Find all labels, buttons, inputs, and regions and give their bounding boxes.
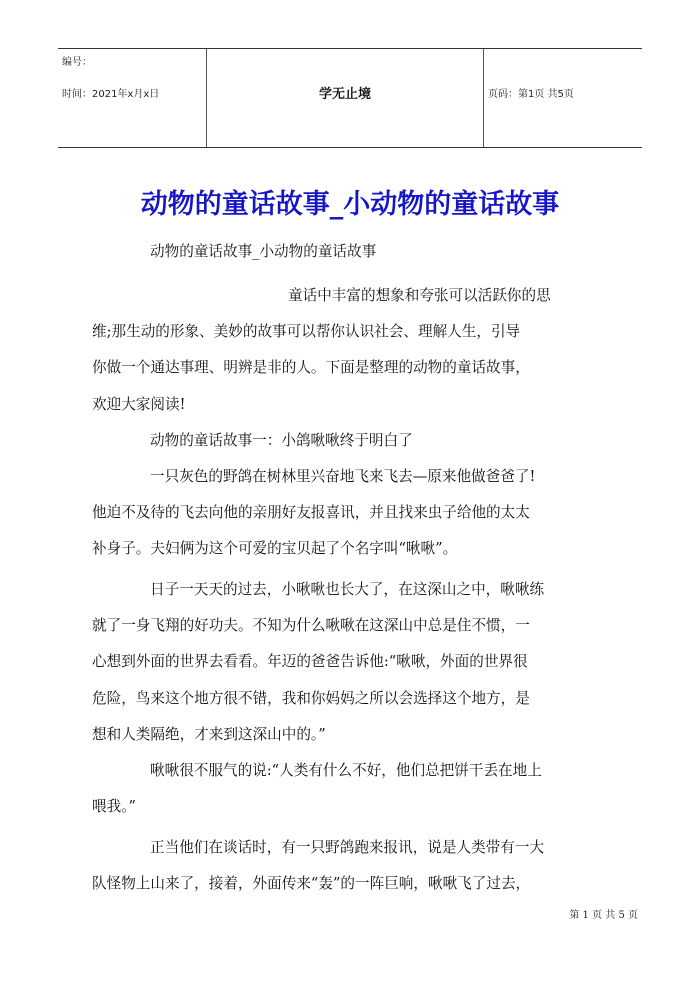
body-line: 日子一天天的过去，小啾啾也长大了，在这深山之中，啾啾练 (150, 581, 545, 598)
header-table (58, 48, 642, 148)
body-line: 心想到外面的世界去看看。年迈的爸爸告诉他:“啾啾，外面的世界很 (92, 653, 528, 670)
page-info: 页码：第1页 共5页 (488, 89, 574, 100)
body-line: 队怪物上山来了，接着，外面传来“轰”的一阵巨响，啾啾飞了过去， (92, 875, 531, 892)
body-line: 想和人类隔绝，才来到这深山中的。” (92, 726, 326, 743)
section-heading: 动物的童话故事一：小鸽啾啾终于明白了 (150, 432, 413, 449)
body-line: 补身子。夫妇俩为这个可爱的宝贝起了个名字叫“啾啾”。 (92, 540, 458, 557)
body-line: 危险，鸟来这个地方很不错，我和你妈妈之所以会选择这个地方，是 (92, 690, 530, 707)
body-line: 维;那生动的形象、美妙的故事可以帮你认识社会、理解人生，引导 (92, 323, 521, 340)
subtitle-line: 动物的童话故事_小动物的童话故事 (150, 243, 377, 260)
number-label: 编号： (62, 57, 92, 68)
body-line: 正当他们在谈话时，有一只野鸽跑来报讯，说是人类带有一大 (150, 839, 545, 856)
body-line: 啾啾很不服气的说:“人类有什么不好，他们总把饼干丢在地上 (150, 762, 542, 779)
body-line: 童话中丰富的想象和夸张可以活跃你的思 (288, 287, 551, 304)
body-line: 就了一身飞翔的好功夫。不知为什么啾啾在这深山中总是住不惯，一 (92, 617, 530, 634)
document-title: 动物的童话故事_小动物的童话故事 (140, 189, 560, 220)
header-center-cell (206, 49, 484, 147)
body-line: 喂我。” (92, 798, 136, 815)
body-line: 欢迎大家阅读! (92, 396, 186, 413)
header-right-cell (482, 49, 642, 147)
header-motto: 学无止境 (318, 87, 371, 102)
body-line: 你做一个通达事理、明辨是非的人。下面是整理的动物的童话故事， (92, 359, 530, 376)
body-line: 他迫不及待的飞去向他的亲朋好友报喜讯，并且找来虫子给他的太太 (92, 504, 530, 521)
page-footer: 第 1 页 共 5 页 (569, 910, 638, 921)
header-left-cell (58, 49, 206, 147)
time-label: 时间：2021年x月x日 (62, 89, 160, 100)
body-line: 一只灰色的野鸽在树林里兴奋地飞来飞去—原来他做爸爸了! (150, 468, 536, 485)
